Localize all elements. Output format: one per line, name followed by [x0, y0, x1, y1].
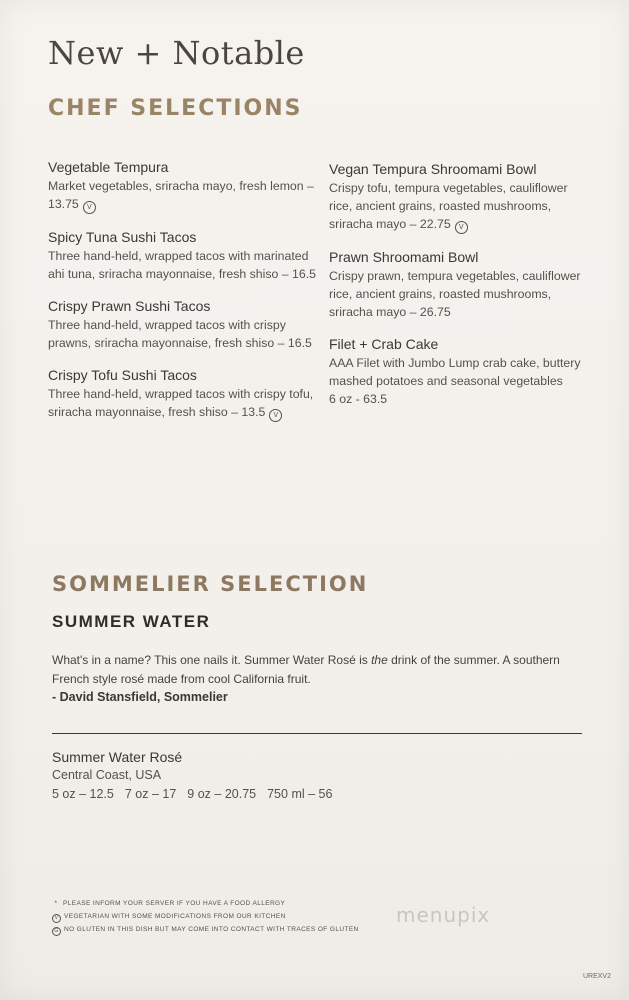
- dish-description: Three hand-held, wrapped tacos with crispy prawns, sriracha mayonnaise, fresh shiso – 16.5: [48, 318, 312, 350]
- dish-description: Three hand-held, wrapped tacos with marinated ahi tuna, sriracha mayonnaise, fresh shiso – 16.5: [48, 249, 316, 281]
- dish-name: Vegan Tempura Shroomami Bowl: [329, 161, 537, 177]
- gluten-free-icon: G: [52, 927, 61, 936]
- menu-item: [48, 158, 318, 214]
- asterisk-icon: *: [54, 900, 58, 907]
- dish-name: Prawn Shroomami Bowl: [329, 249, 479, 265]
- vegetarian-icon: V: [269, 409, 282, 422]
- vegetarian-icon: V: [52, 914, 61, 923]
- menu-item: [329, 160, 584, 234]
- wine-prices: [52, 785, 343, 804]
- vegetarian-icon: V: [455, 221, 468, 234]
- chef-left-column: [48, 158, 318, 436]
- vegetarian-icon: V: [83, 201, 96, 214]
- sommelier-note: What's in a name? This one nails it. Summer Water Rosé is the drink of the summer. A southern French style rosé made from cool California fruit.: [52, 653, 560, 686]
- sommelier-signature: - David Stansfield, Sommelier: [52, 690, 228, 704]
- wine-title: Summer Water Rosé: [52, 749, 183, 765]
- watermark: menupix: [396, 903, 491, 927]
- dish-name: Vegetable Tempura: [48, 159, 169, 175]
- wine-price: 7 oz – 17: [124, 787, 177, 801]
- menu-item: [329, 335, 584, 408]
- wine-price: 5 oz – 12.5: [52, 787, 114, 801]
- page-title: New + Notable: [48, 34, 305, 72]
- chef-selections-heading: CHEF SELECTIONS: [48, 96, 303, 121]
- footnote-gluten: G NO GLUTEN IN THIS DISH BUT MAY COME INTO CONTACT WITH TRACES OF GLUTEN: [52, 923, 359, 936]
- menu-item: [48, 366, 318, 422]
- footnote-vegetarian: V VEGETARIAN WITH SOME MODIFICATIONS FROM OUR KITCHEN: [52, 910, 359, 923]
- dish-description: Crispy tofu, tempura vegetables, cauliflower rice, ancient grains, roasted mushrooms, sriracha mayo – 22.75 V: [329, 179, 584, 234]
- menu-code: UREXV2: [582, 973, 611, 980]
- dish-description: Crispy prawn, tempura vegetables, cauliflower rice, ancient grains, roasted mushrooms, sriracha mayo – 26.75: [329, 269, 581, 319]
- dish-description: Three hand-held, wrapped tacos with crispy tofu, sriracha mayonnaise, fresh shiso – 13.5 V: [48, 385, 318, 422]
- dish-description: AAA Filet with Jumbo Lump crab cake, buttery mashed potatoes and seasonal vegetables: [329, 356, 581, 388]
- dish-name: Spicy Tuna Sushi Tacos: [48, 229, 197, 245]
- footnote-allergy: * PLEASE INFORM YOUR SERVER IF YOU HAVE A FOOD ALLERGY: [52, 897, 359, 910]
- dish-price: 6 oz - 63.5: [329, 392, 388, 406]
- wine-listing: [52, 748, 343, 804]
- dish-name: Crispy Tofu Sushi Tacos: [48, 367, 197, 383]
- wine-price: 750 ml – 56: [267, 787, 333, 801]
- wine-price: 9 oz – 20.75: [187, 787, 257, 801]
- dish-name: Crispy Prawn Sushi Tacos: [48, 298, 211, 314]
- chef-right-column: [329, 160, 584, 422]
- menu-item: [48, 228, 318, 283]
- menu-item: [329, 248, 584, 321]
- menu-item: [48, 297, 318, 352]
- dish-name: Filet + Crab Cake: [329, 336, 439, 352]
- sommelier-selection-heading: SOMMELIER SELECTION: [52, 572, 369, 596]
- footnotes: [52, 897, 359, 936]
- wine-origin: Central Coast, USA: [52, 768, 162, 782]
- dish-description: Market vegetables, sriracha mayo, fresh lemon – 13.75 V: [48, 177, 318, 214]
- wine-heading: SUMMER WATER: [52, 612, 211, 631]
- divider: [52, 733, 582, 734]
